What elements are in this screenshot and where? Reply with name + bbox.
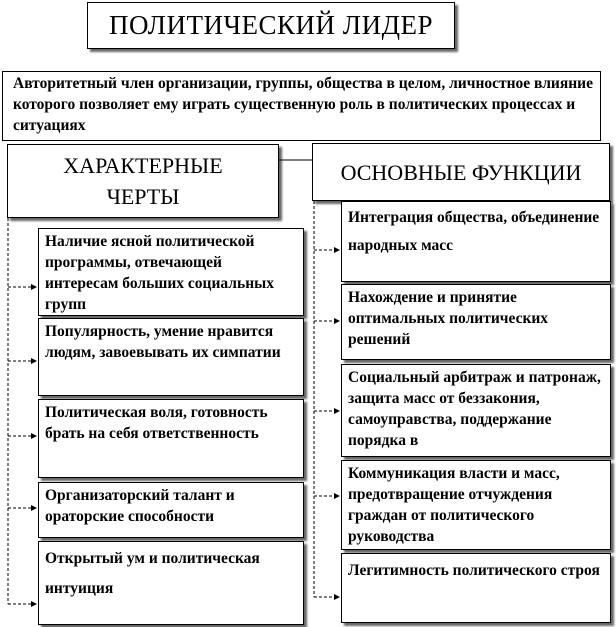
trait-box-5: [38, 541, 304, 625]
trait-box-2: [38, 318, 304, 396]
trait-box-4: [38, 482, 304, 538]
trait-text: Наличие ясной политической программы, отвечающей интересам больших социальных групп: [45, 233, 274, 313]
trait-box-3: [38, 399, 304, 478]
trait-text: Организаторский талант и ораторские способности: [45, 487, 235, 525]
function-box-5: [341, 553, 611, 623]
function-text: Коммуникация власти и масс, предотвращение отчуждения граждан от политического руководства: [348, 465, 560, 545]
function-text: Социальный арбитраж и патронаж, защита масс от беззакония, самоуправства, поддержание порядка в: [348, 369, 601, 449]
function-box-4: [341, 460, 611, 550]
page-title: ПОЛИТИЧЕСКИЙ ЛИДЕР: [109, 10, 433, 40]
title-box: [87, 2, 455, 49]
functions-heading: ОСНОВНЫЕ ФУНКЦИИ: [340, 159, 582, 185]
function-box-3: [341, 364, 611, 457]
traits-heading: ХАРАКТЕРНЫЕ ЧЕРТЫ: [63, 153, 223, 209]
functions-heading-box: [312, 143, 610, 201]
traits-heading-box: [7, 144, 279, 218]
trait-box-1: [38, 228, 304, 316]
trait-text: Популярность, умение нравится людям, завоевывать их симпатии: [45, 323, 281, 361]
function-box-1: [341, 201, 611, 282]
function-box-2: [341, 284, 611, 360]
trait-text: Открытый ум и политическая интуиция: [45, 550, 260, 597]
definition-box: [2, 71, 601, 141]
function-text: Нахождение и принятие оптимальных политических решений: [348, 289, 549, 348]
trait-text: Политическая воля, готовность брать на себя ответственность: [45, 404, 268, 442]
function-text: Легитимность политического строя: [348, 562, 600, 579]
function-text: Интеграция общества, объединение народных масс: [348, 209, 600, 254]
definition-text: Авторитетный член организации, группы, общества в целом, личностное влияние которого позволяет ему играть существенную роль в политических процессах и ситуациях: [13, 75, 593, 134]
